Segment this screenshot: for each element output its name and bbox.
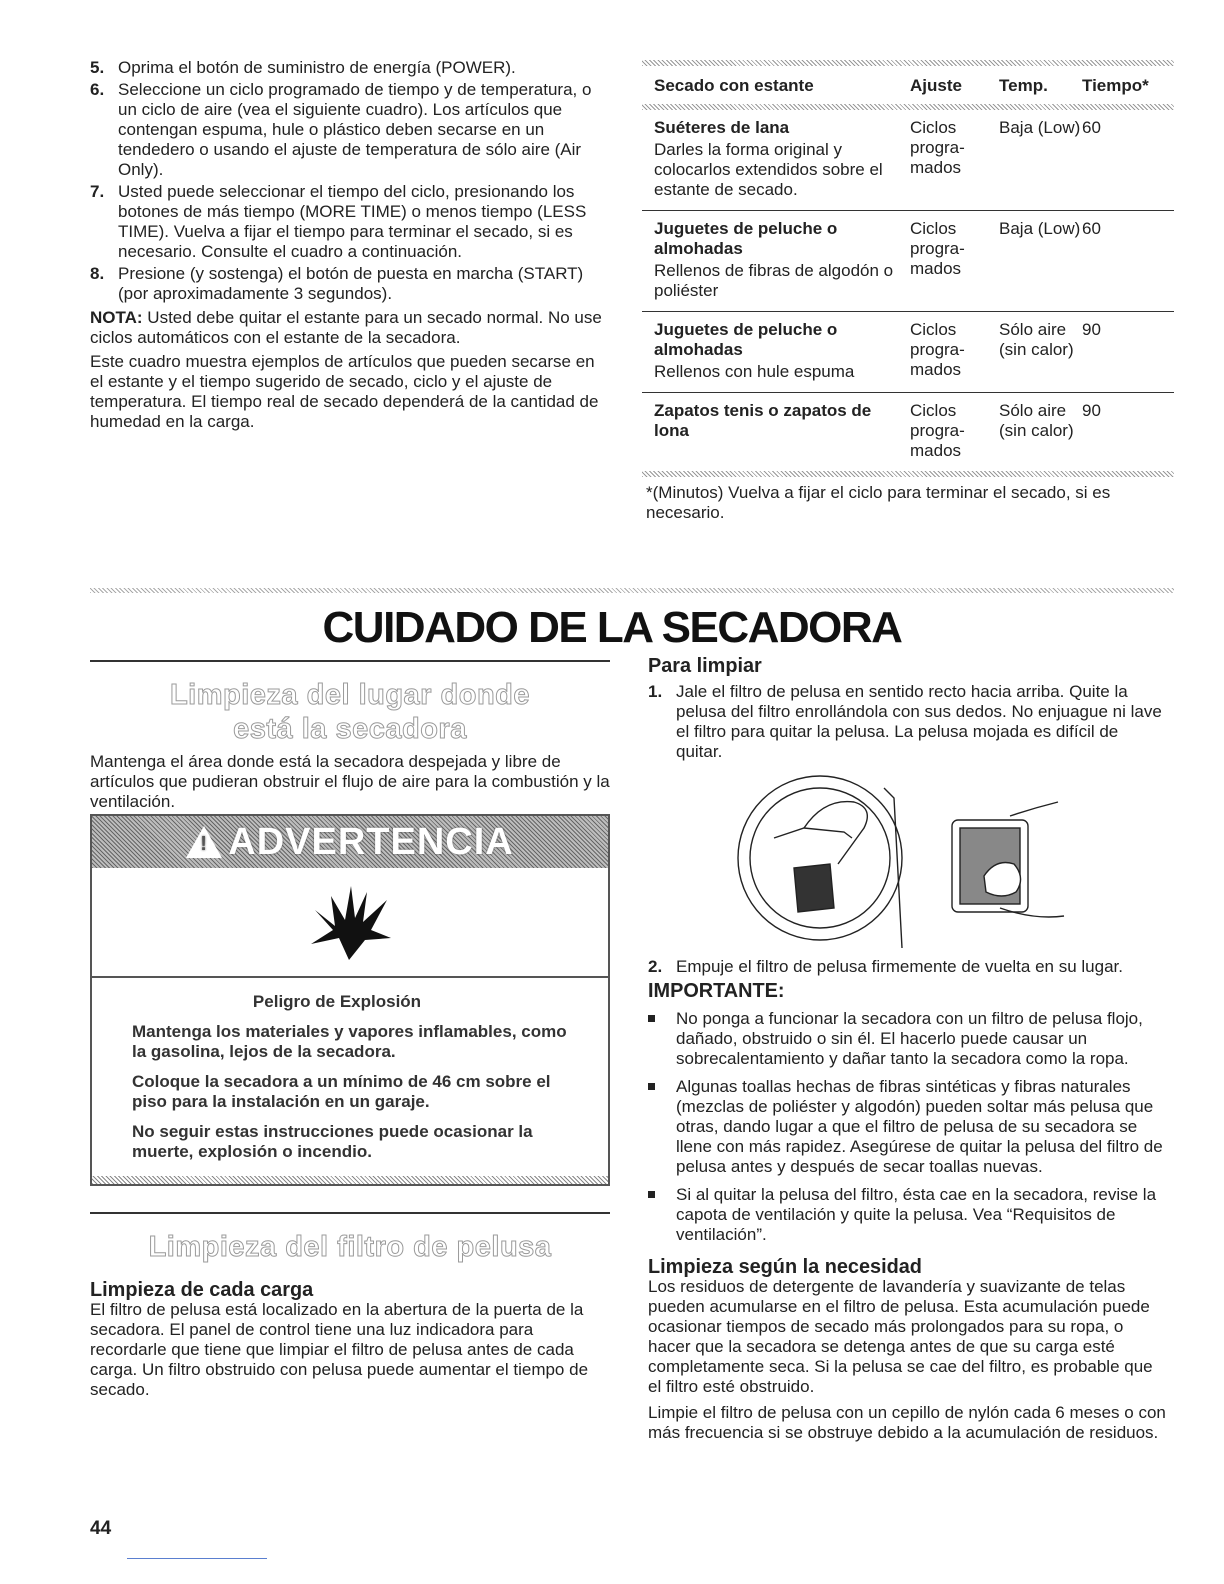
step-number: 1.: [648, 682, 663, 701]
lint-filter-section: [90, 1212, 610, 1400]
nota-text: Usted debe quitar el estante para un secado normal. No use ciclos automáticos con el estante de la secadora.: [90, 308, 602, 347]
clean-step-1: [648, 682, 1168, 762]
row-time: 60: [1082, 118, 1101, 137]
subsection-heading: Limpieza de cada carga: [90, 1278, 314, 1301]
segun-necesidad-text-2: Limpie el filtro de pelusa con un cepillo de nylón cada 6 meses o con más frecuencia si se obstruye debido a la acumulación de residuos.: [648, 1403, 1166, 1442]
row-temp: Sólo aire (sin calor): [999, 320, 1074, 359]
step-text: Oprima el botón de suministro de energía (POWER).: [118, 58, 516, 77]
table-row: [642, 393, 1174, 471]
row-name: Suéteres de lana: [654, 118, 790, 137]
bullet-text: Algunas toallas hechas de fibras sintéticas y fibras naturales (mezclas de poliéster y algodón) pueden soltar más pelusa que otras, dando lugar a que el filtro de pelusa de su secadora se llene con más rapidez. Asegúrese de quitar la pelusa del filtro de pelusa antes y después de secar toallas nuevas.: [676, 1077, 1163, 1176]
row-desc: Darles la forma original y colocarlos extendidos sobre el estante de secado.: [654, 140, 883, 199]
bullet-icon: [648, 1009, 676, 1069]
footer-line: [127, 1558, 267, 1559]
section-heading: Limpieza del lugar donde está la secadora: [169, 678, 531, 745]
row-temp: Sólo aire (sin calor): [999, 401, 1074, 440]
rack-drying-table: [642, 60, 1174, 523]
cleaning-instructions: [648, 656, 1168, 1443]
page-title: CUIDADO DE LA SECADORA: [322, 603, 902, 652]
warning-line: No seguir estas instrucciones puede ocasionar la muerte, explosión o incendio.: [132, 1122, 533, 1161]
header-setting: Ajuste: [910, 76, 962, 95]
list-item: [648, 1077, 1168, 1177]
lint-filter-illustration: [734, 768, 1094, 948]
section-heading: Limpieza del filtro de pelusa: [148, 1230, 552, 1263]
step-text: Empuje el filtro de pelusa firmemente de vuelta en su lugar.: [676, 957, 1123, 976]
step-5: [90, 58, 610, 78]
page-number: 44: [90, 1518, 112, 1539]
step-text: Usted puede seleccionar el tiempo del ciclo, presionando los botones de más tiempo (MORE TIME) o menos tiempo (LESS TIME). Vuelva a fijar el tiempo para terminar el secado, si es necesario. Consulte el cuadro a continuación.: [118, 182, 587, 261]
row-time: 90: [1082, 320, 1101, 339]
step-number: 7.: [90, 182, 105, 201]
row-setting: Ciclos progra-mados: [910, 401, 965, 460]
row-name: Juguetes de peluche o almohadas: [654, 320, 838, 359]
bullet-icon: [648, 1185, 676, 1245]
step-7: [90, 182, 610, 262]
segun-necesidad-text: Los residuos de detergente de lavandería y suavizante de telas pueden acumularse en el filtro de pelusa. Esta acumulación puede ocasionar tiempos de secado más prolongados para su ropa, o hacer que la secadora se detenga antes de que su carga esté completamente seca. Si la pelusa se cae del filtro, es probable que el filtro esté obstruido.: [648, 1277, 1153, 1396]
header-time: Tiempo*: [1082, 76, 1149, 95]
step-text: Jale el filtro de pelusa en sentido recto hacia arriba. Quite la pelusa del filtro enrollándola con sus dedos. No enjuague ni lave el filtro para quitar la pelusa. La pelusa mojada es difícil de quitar.: [676, 682, 1162, 761]
section-rule: [90, 1212, 610, 1214]
bullet-text: No ponga a funcionar la secadora con un filtro de pelusa flojo, dañado, obstruido o sin él. El hacerlo puede causar un sobrecalentamiento y dañar tanto la secadora como la ropa.: [676, 1009, 1143, 1068]
location-cleaning-section: [90, 660, 610, 812]
nota-paragraph: [90, 308, 610, 348]
warning-title: ADVERTENCIA: [228, 821, 514, 863]
step-text: Presione (y sostenga) el botón de puesta en marcha (START) (por aproximadamente 3 segundos).: [118, 264, 584, 303]
warning-triangle-icon: !: [186, 826, 222, 858]
row-time: 90: [1082, 401, 1101, 420]
step-number: 8.: [90, 264, 105, 283]
section-divider: [90, 588, 1174, 593]
step-number: 5.: [90, 58, 105, 77]
row-temp: Baja (Low): [999, 118, 1081, 137]
row-name: Zapatos tenis o zapatos de lona: [654, 401, 872, 440]
warning-line: Coloque la secadora a un mínimo de 46 cm sobre el piso para la instalación en un garaje.: [132, 1072, 551, 1111]
row-temp: Baja (Low): [999, 219, 1081, 238]
nota-label: NOTA:: [90, 308, 143, 327]
table-row: [642, 211, 1174, 312]
row-desc: Rellenos de fibras de algodón o poliéster: [654, 261, 894, 300]
para-limpiar-heading: Para limpiar: [648, 655, 762, 677]
warning-body: [92, 978, 608, 1162]
row-time: 60: [1082, 219, 1101, 238]
warning-banner: [92, 816, 608, 868]
table-row: [642, 110, 1174, 211]
row-desc: Rellenos con hule espuma: [654, 362, 855, 381]
step-number: 6.: [90, 80, 105, 99]
step-6: [90, 80, 610, 180]
header-item: Secado con estante: [654, 76, 814, 95]
section-rule: [90, 660, 610, 662]
table-footnote: *(Minutos) Vuelva a fijar el ciclo para terminar el secado, si es necesario.: [646, 483, 1111, 522]
row-name: Juguetes de peluche o almohadas: [654, 219, 838, 258]
step-number: 2.: [648, 957, 663, 976]
section-text: El filtro de pelusa está localizado en la abertura de la puerta de la secadora. El panel de control tiene una luz indicadora para recordarle que tiene que limpiar el filtro de pelusa antes de cada carga. Un filtro obstruido con pelusa puede aumentar el tiempo de secado.: [90, 1299, 589, 1399]
row-setting: Ciclos progra-mados: [910, 118, 965, 177]
section-text: Mantenga el área donde está la secadora despejada y libre de artículos que pudieran obstruir el flujo de aire para la combustión y la ventilación.: [90, 751, 610, 811]
table-row: [642, 312, 1174, 393]
intro-paragraph: Este cuadro muestra ejemplos de artículos que pueden secarse en el estante y el tiempo sugerido de secado, ciclo y el ajuste de temperatura. El tiempo real de secado dependerá de la cantidad de humedad en la carga.: [90, 352, 599, 431]
bullet-text: Si al quitar la pelusa del filtro, ésta cae en la secadora, revise la capota de ventilación y quite la pelusa. Vea “Requisitos de ventilación”.: [676, 1185, 1157, 1244]
warning-line: Mantenga los materiales y vapores inflamables, como la gasolina, lejos de la secadora.: [132, 1022, 567, 1061]
list-item: [648, 1009, 1168, 1069]
header-temp: Temp.: [999, 76, 1048, 95]
row-setting: Ciclos progra-mados: [910, 320, 965, 379]
bullet-icon: [648, 1077, 676, 1177]
clean-step-2: [648, 957, 1168, 977]
warning-box: [90, 814, 610, 1186]
explosion-icon: [305, 882, 395, 962]
table-header: [642, 66, 1174, 104]
warning-icon-area: [92, 868, 608, 978]
warning-subtitle: Peligro de Explosión: [252, 992, 422, 1011]
warning-bottom-border: [92, 1176, 608, 1184]
row-setting: Ciclos progra-mados: [910, 219, 965, 278]
segun-necesidad-heading: Limpieza según la necesidad: [648, 1256, 922, 1278]
step-text: Seleccione un ciclo programado de tiempo y de temperatura, o un ciclo de aire (vea el siguiente cuadro). Los artículos que contengan espuma, hule o plástico deben secarse en un tendedero o usando el ajuste de temperatura de sólo aire (Air Only).: [118, 80, 592, 179]
dryer-steps: [90, 58, 610, 432]
importante-heading: IMPORTANTE:: [648, 980, 785, 1002]
list-item: [648, 1185, 1168, 1245]
step-8: [90, 264, 610, 304]
